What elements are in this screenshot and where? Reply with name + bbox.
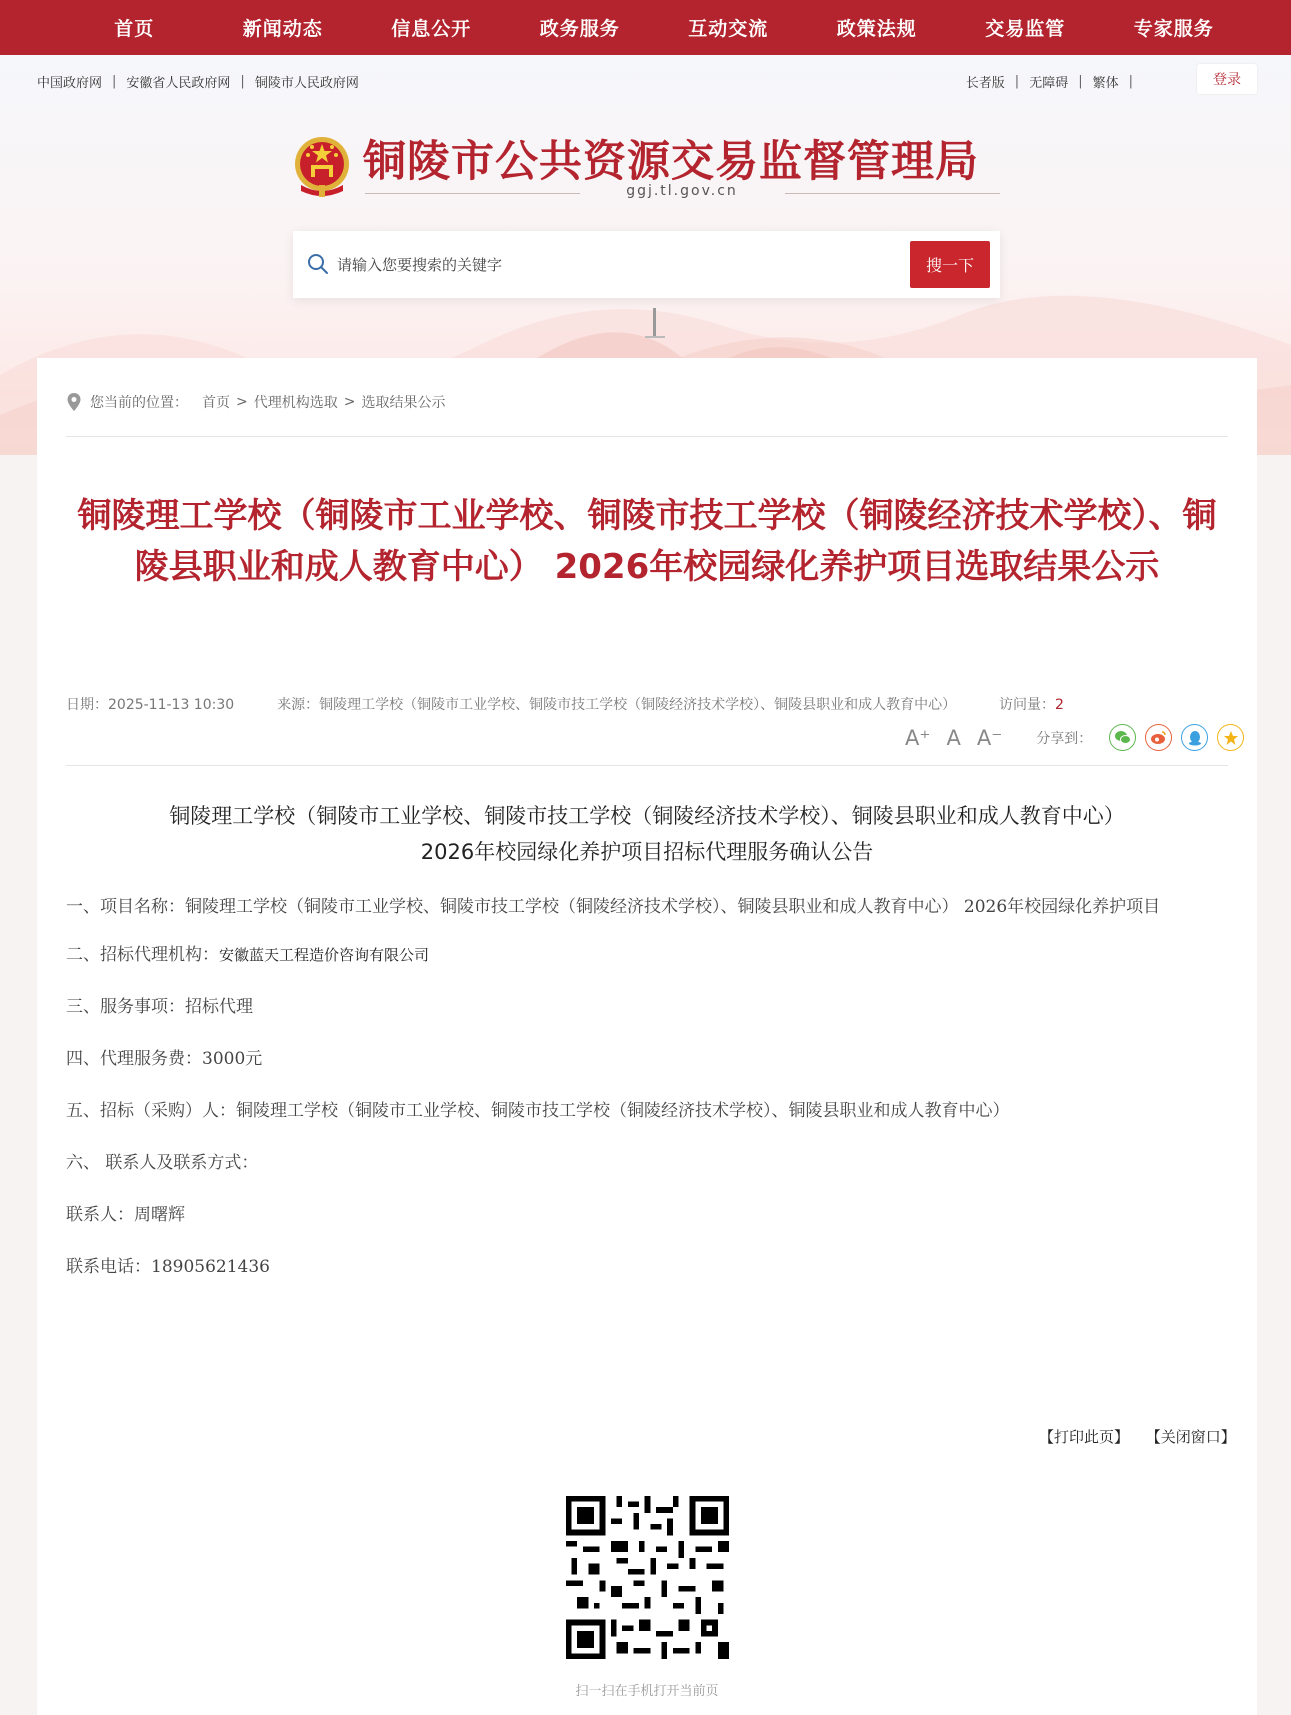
site-domain: ggj.tl.gov.cn: [626, 183, 738, 199]
national-emblem-icon: [293, 135, 351, 199]
agency-name: 安徽蓝天工程造价咨询有限公司: [219, 946, 430, 964]
nav-item-trade-supervision[interactable]: 交易监管: [985, 18, 1066, 40]
link-anhui-gov[interactable]: 安徽省人民政府网: [126, 76, 231, 91]
breadcrumb: [66, 392, 445, 412]
contact-person: 联系人：周曙辉: [66, 1205, 185, 1225]
qzone-icon[interactable]: [1217, 724, 1244, 751]
article-card: [37, 358, 1257, 1715]
share-label: 分享到：: [1036, 730, 1093, 747]
weibo-icon[interactable]: [1145, 724, 1172, 751]
purchaser-paragraph: 五、招标（采购）人：铜陵理工学校（铜陵市工业学校、铜陵市技工学校（铜陵经济技术学校）、铜陵县职业和成人教育中心）: [66, 1101, 1010, 1121]
publish-date: 2025-11-13 10:30: [108, 697, 235, 713]
date-label: 日期：: [66, 697, 108, 713]
divider: [66, 765, 1228, 766]
article-source: 铜陵理工学校（铜陵市工业学校、铜陵市技工学校（铜陵经济技术学校）、铜陵县职业和成人教育中心）: [319, 697, 957, 713]
page-actions: [1027, 1426, 1236, 1447]
separator: |: [1128, 74, 1133, 89]
scroll-indicator: [653, 308, 656, 336]
breadcrumb-prefix: 您当前的位置：: [90, 395, 188, 411]
qq-icon[interactable]: [1181, 724, 1208, 751]
document-body: [66, 890, 1231, 1302]
divider: [66, 436, 1228, 437]
service-paragraph: 三、服务事项：招标代理: [66, 997, 253, 1017]
font-default-button[interactable]: A: [946, 725, 961, 750]
search-button[interactable]: 搜一下: [910, 241, 990, 288]
qr-code-image: [566, 1496, 729, 1659]
accessibility-links: [966, 72, 1143, 91]
nav-item-news[interactable]: 新闻动态: [242, 18, 323, 40]
login-button[interactable]: 登录: [1197, 64, 1257, 94]
breadcrumb-separator: >: [236, 394, 248, 410]
separator: |: [1014, 74, 1020, 89]
qr-caption: 扫一扫在手机打开当前页: [575, 1684, 719, 1699]
nav-item-expert-services[interactable]: 专家服务: [1133, 18, 1214, 40]
gov-links: [37, 72, 359, 91]
search-bar: [293, 231, 1000, 298]
separator: |: [112, 74, 117, 89]
scroll-indicator-base: [645, 336, 665, 338]
document-heading-line-2: 2026年校园绿化养护项目招标代理服务确认公告: [420, 840, 874, 864]
site-title: 铜陵市公共资源交易监督管理局: [363, 137, 979, 187]
separator: |: [1078, 74, 1083, 89]
location-pin-icon: [66, 392, 82, 412]
link-china-gov[interactable]: 中国政府网: [37, 76, 103, 91]
wechat-icon[interactable]: [1109, 724, 1136, 751]
agency-paragraph: [66, 938, 1231, 973]
breadcrumb-result-notice[interactable]: 选取结果公示: [361, 395, 446, 411]
breadcrumb-home[interactable]: 首页: [202, 395, 230, 411]
font-decrease-button[interactable]: A⁻: [976, 725, 1003, 750]
article-meta: [66, 694, 1064, 714]
contact-phone: 联系电话：18905621436: [66, 1257, 270, 1277]
link-traditional-chinese[interactable]: 繁体: [1092, 76, 1119, 91]
project-name-paragraph: 一、项目名称：铜陵理工学校（铜陵市工业学校、铜陵市技工学校（铜陵经济技术学校）、铜陵县职业和成人教育中心） 2026年校园绿化养护项目: [66, 897, 1161, 917]
contact-heading: 六、 联系人及联系方式：: [66, 1153, 259, 1173]
domain-divider: [365, 193, 580, 194]
nav-item-home[interactable]: 首页: [114, 18, 155, 40]
link-accessibility[interactable]: 无障碍: [1029, 76, 1069, 91]
domain-divider: [785, 193, 1000, 194]
agency-label: 二、招标代理机构：: [66, 945, 219, 965]
nav-item-interaction[interactable]: 互动交流: [688, 18, 769, 40]
source-label: 来源：: [277, 697, 320, 713]
font-increase-button[interactable]: A⁺: [905, 725, 931, 750]
breadcrumb-agency-selection[interactable]: 代理机构选取: [253, 395, 338, 411]
document-heading: [66, 798, 1228, 870]
nav-item-info-disclosure[interactable]: 信息公开: [391, 18, 472, 40]
breadcrumb-separator: >: [343, 394, 356, 410]
visits-label: 访问量：: [998, 697, 1055, 713]
close-window-link[interactable]: 【关闭窗口】: [1145, 1428, 1236, 1446]
nav-item-policy[interactable]: 政策法规: [836, 18, 917, 40]
nav-item-gov-services[interactable]: 政务服务: [539, 18, 620, 40]
separator: |: [240, 74, 245, 89]
document-heading-line-1: 铜陵理工学校（铜陵市工业学校、铜陵市技工学校（铜陵经济技术学校）、铜陵县职业和成人教育中心）: [169, 804, 1125, 828]
search-input[interactable]: [337, 249, 837, 281]
link-tongling-gov[interactable]: 铜陵市人民政府网: [254, 76, 359, 91]
print-page-link[interactable]: 【打印此页】: [1039, 1428, 1130, 1446]
article-title: 铜陵理工学校（铜陵市工业学校、铜陵市技工学校（铜陵经济技术学校）、铜陵县职业和成人教育中心） 2026年校园绿化养护项目选取结果公示: [77, 496, 1217, 587]
link-elder-version[interactable]: 长者版: [965, 76, 1005, 91]
article-tools: [905, 724, 1244, 751]
search-icon: [307, 253, 329, 275]
visit-count: 2: [1054, 697, 1064, 713]
fee-paragraph: 四、代理服务费：3000元: [66, 1049, 263, 1069]
top-nav: [0, 0, 1291, 55]
